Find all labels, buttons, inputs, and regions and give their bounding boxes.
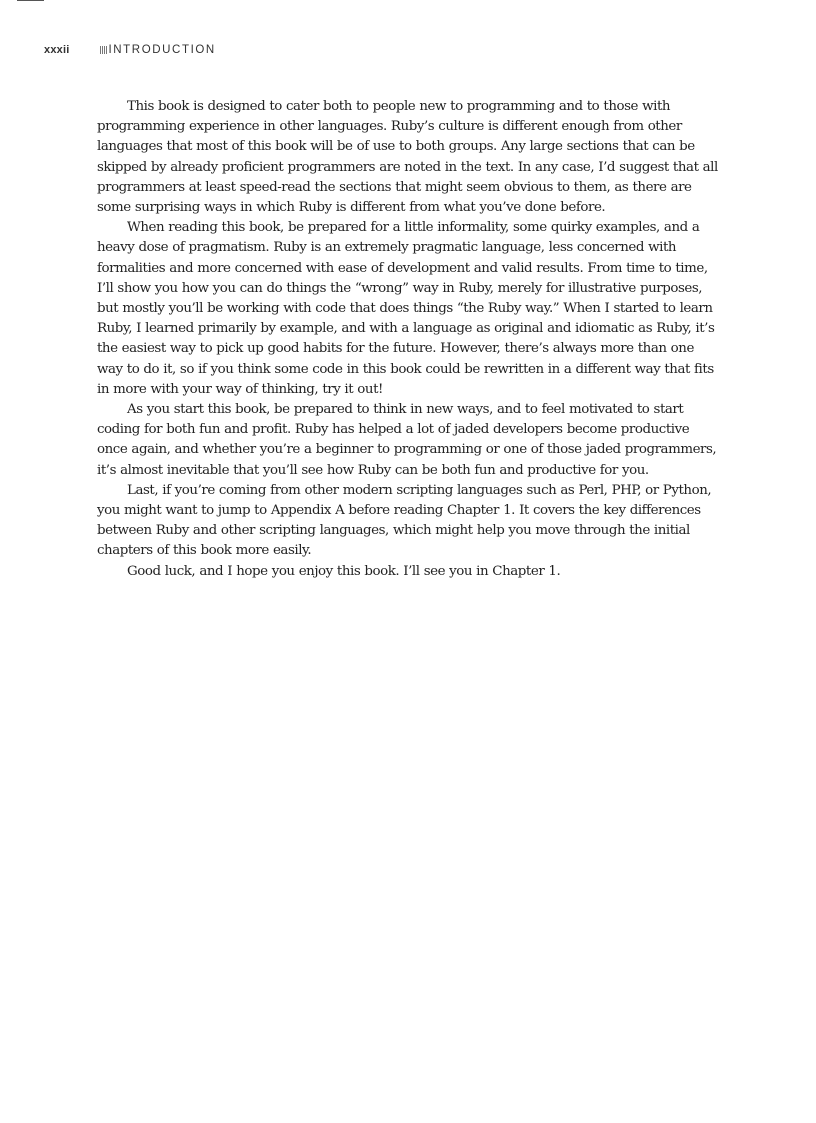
paragraph: Good luck, and I hope you enjoy this book. I’ll see you in Chapter 1.: [127, 563, 561, 579]
page-number: xxxii: [44, 44, 70, 56]
paragraph: Last, if you’re coming from other modern scripting languages such as Perl, PHP, or Python, you might want to jump to Appendix A before reading Chapter 1. It covers the key differences between Ruby and other scripting languages, which might help you move through the initial chapters of this book more easily.: [97, 482, 712, 559]
running-head: [44, 43, 216, 57]
body-text: [97, 97, 721, 582]
section-marker-icon: [100, 46, 107, 54]
paragraph: This book is designed to cater both to people new to programming and to those with programming experience in other languages. Ruby’s culture is different enough from other languages that most of this book will be of use to both groups. Any large sections that can be skipped by already proficient programmers are noted in the text. In any case, I’d suggest that all programmers at least speed-read the sections that might seem obvious to them, as there are some surprising ways in which Ruby is different from what you’ve done before.: [97, 99, 718, 216]
section-title: INTRODUCTION: [108, 44, 216, 56]
paragraph: When reading this book, be prepared for a little informality, some quirky examples, and a heavy dose of pragmatism. Ruby is an extremely pragmatic language, less concerned with formalities and more concerned with ease of development and valid results. From time to time, I’ll show you how you can do things the “wrong” way in Ruby, merely for illustrative purposes, but mostly you’ll be working with code that does things “the Ruby way.” When I started to learn Ruby, I learned primarily by example, and with a language as original and idiomatic as Ruby, it’s the easiest way to pick up good habits for the future. However, there’s always more than one way to do it, so if you think some code in this book could be rewritten in a different way that fits in more with your way of thinking, try it out!: [97, 220, 715, 397]
paragraph: As you start this book, be prepared to think in new ways, and to feel motivated to start coding for both fun and profit. Ruby has helped a lot of jaded developers become productive once again, and whether you’re a beginner to programming or one of those jaded programmers, it’s almost inevitable that you’ll see how Ruby can be both fun and productive for you.: [97, 402, 717, 478]
top-rule: [17, 0, 44, 1]
